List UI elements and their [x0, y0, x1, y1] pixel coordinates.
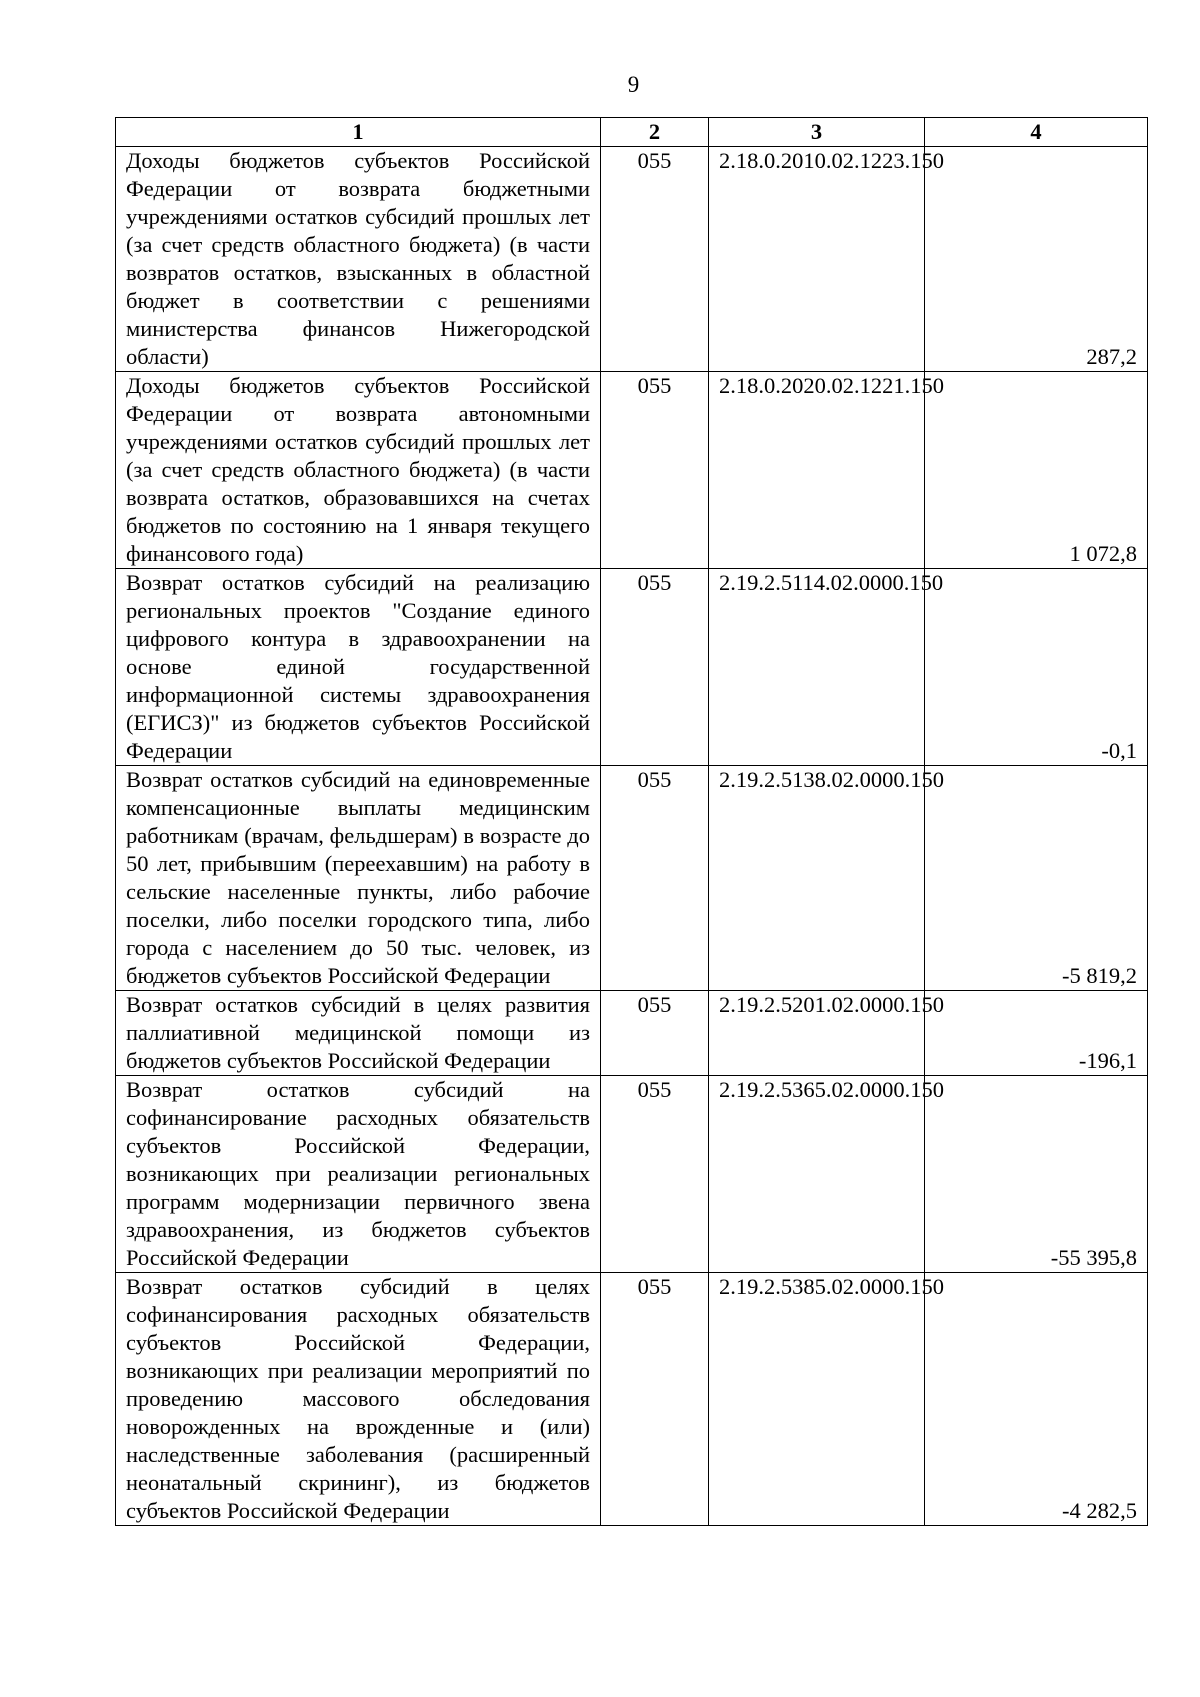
row-admin-code: 055 — [601, 569, 709, 766]
table-row — [116, 569, 1148, 766]
row-amount: -55 395,8 — [925, 1076, 1148, 1273]
table-row — [116, 991, 1148, 1076]
table-row — [116, 147, 1148, 372]
row-amount: 287,2 — [925, 147, 1148, 372]
row-description: Возврат остатков субсидий на софинансирование расходных обязательств субъектов Российской Федерации, возникающих при реализации региональных программ модернизации первичного звена здравоохранения, из бюджетов субъектов Российской Федерации — [116, 1076, 601, 1273]
row-description: Возврат остатков субсидий на единовременные компенсационные выплаты медицинским работникам (врачам, фельдшерам) в возрасте до 50 лет, прибывшим (переехавшим) на работу в сельские населенные пункты, либо рабочие поселки, либо поселки городского типа, либо города с населением до 50 тыс. человек, из бюджетов субъектов Российской Федерации — [116, 766, 601, 991]
row-classification-code: 2.19.2.5114.02.0000.150 — [709, 569, 925, 766]
row-classification-code: 2.19.2.5201.02.0000.150 — [709, 991, 925, 1076]
row-amount: -196,1 — [925, 991, 1148, 1076]
row-admin-code: 055 — [601, 372, 709, 569]
row-amount: -5 819,2 — [925, 766, 1148, 991]
table-header-row — [116, 118, 1148, 147]
column-header-4: 4 — [925, 118, 1148, 147]
row-classification-code: 2.19.2.5138.02.0000.150 — [709, 766, 925, 991]
page-number: 9 — [627, 72, 640, 97]
row-description: Возврат остатков субсидий в целях развития паллиативной медицинской помощи из бюджетов субъектов Российской Федерации — [116, 991, 601, 1076]
row-description: Доходы бюджетов субъектов Российской Федерации от возврата бюджетными учреждениями остатков субсидий прошлых лет (за счет средств областного бюджета) (в части возвратов остатков, взысканных в областной бюджет в соответствии с решениями министерства финансов Нижегородской области) — [116, 147, 601, 372]
table-row — [116, 766, 1148, 991]
row-admin-code: 055 — [601, 147, 709, 372]
table-row — [116, 1273, 1148, 1526]
row-classification-code: 2.19.2.5365.02.0000.150 — [709, 1076, 925, 1273]
row-admin-code: 055 — [601, 1273, 709, 1526]
row-amount: -4 282,5 — [925, 1273, 1148, 1526]
column-header-3: 3 — [709, 118, 925, 147]
row-description: Возврат остатков субсидий в целях софинансирования расходных обязательств субъектов Российской Федерации, возникающих при реализации мероприятий по проведению массового обследования новорожденных на врожденные и (или) наследственные заболевания (расширенный неонатальный скрининг), из бюджетов субъектов Российской Федерации — [116, 1273, 601, 1526]
row-amount: 1 072,8 — [925, 372, 1148, 569]
row-admin-code: 055 — [601, 1076, 709, 1273]
column-header-2: 2 — [601, 118, 709, 147]
row-classification-code: 2.18.0.2020.02.1221.150 — [709, 372, 925, 569]
budget-table — [115, 117, 1148, 1526]
table-row — [116, 372, 1148, 569]
row-admin-code: 055 — [601, 766, 709, 991]
row-admin-code: 055 — [601, 991, 709, 1076]
row-classification-code: 2.18.0.2010.02.1223.150 — [709, 147, 925, 372]
row-description: Возврат остатков субсидий на реализацию региональных проектов "Создание единого цифрового контура в здравоохранении на основе единой государственной информационной системы здравоохранения (ЕГИСЗ)" из бюджетов субъектов Российской Федерации — [116, 569, 601, 766]
row-description: Доходы бюджетов субъектов Российской Федерации от возврата автономными учреждениями остатков субсидий прошлых лет (за счет средств областного бюджета) (в части возврата остатков, образовавшихся на счетах бюджетов по состоянию на 1 января текущего финансового года) — [116, 372, 601, 569]
table-row — [116, 1076, 1148, 1273]
row-amount: -0,1 — [925, 569, 1148, 766]
row-classification-code: 2.19.2.5385.02.0000.150 — [709, 1273, 925, 1526]
column-header-1: 1 — [116, 118, 601, 147]
